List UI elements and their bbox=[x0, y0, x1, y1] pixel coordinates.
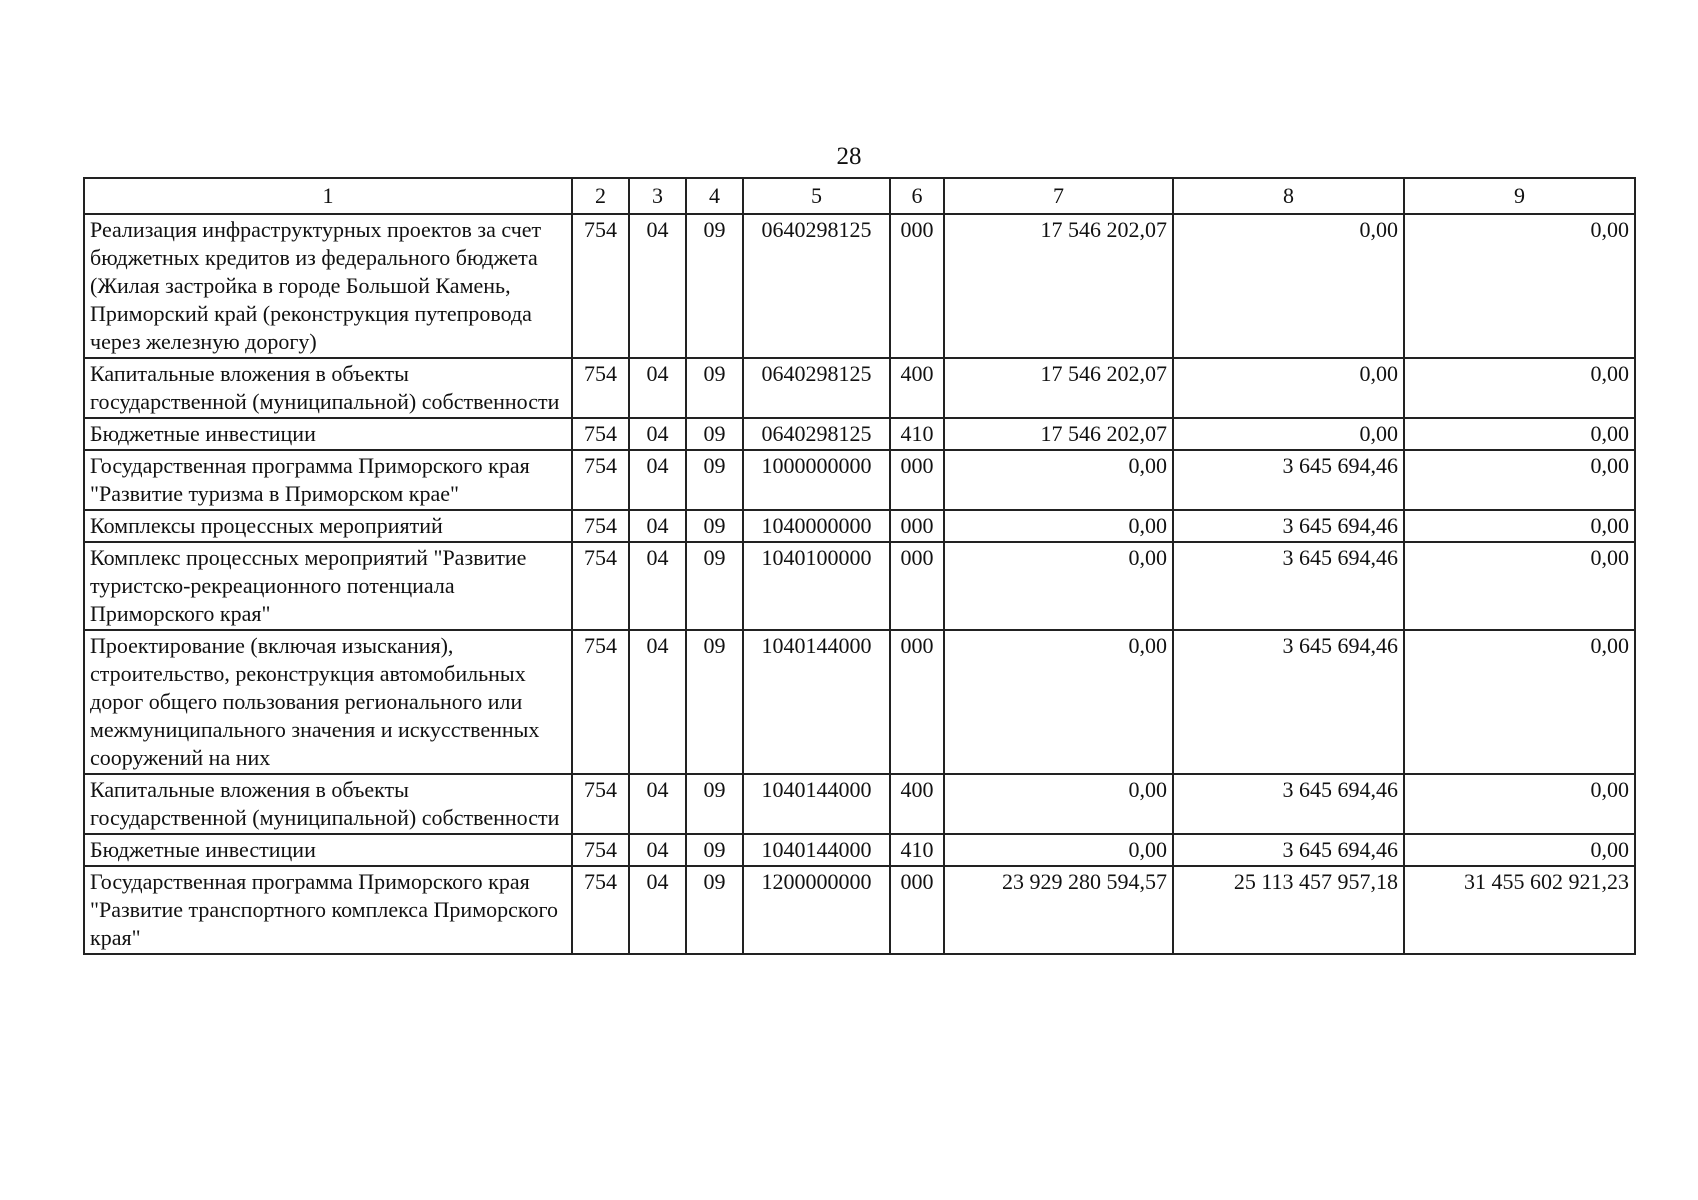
amount-col-9: 0,00 bbox=[1404, 450, 1635, 510]
column-header: 7 bbox=[944, 178, 1173, 214]
admin-code: 754 bbox=[572, 510, 629, 542]
section-code: 04 bbox=[629, 542, 686, 630]
row-name: Проектирование (включая изыскания), строительство, реконструкция автомобильных дорог общего пользования регионального или межмуниципального значения и искусственных сооружений на них bbox=[84, 630, 572, 774]
admin-code: 754 bbox=[572, 834, 629, 866]
amount-col-9: 31 455 602 921,23 bbox=[1404, 866, 1635, 954]
amount-col-9: 0,00 bbox=[1404, 542, 1635, 630]
subsection-code: 09 bbox=[686, 418, 743, 450]
target-article-code: 0640298125 bbox=[743, 418, 890, 450]
amount-col-9: 0,00 bbox=[1404, 214, 1635, 358]
amount-col-9: 0,00 bbox=[1404, 510, 1635, 542]
table-row bbox=[84, 866, 1635, 954]
column-header: 1 bbox=[84, 178, 572, 214]
column-header: 2 bbox=[572, 178, 629, 214]
amount-col-8: 25 113 457 957,18 bbox=[1173, 866, 1404, 954]
amount-col-9: 0,00 bbox=[1404, 630, 1635, 774]
table-row bbox=[84, 358, 1635, 418]
amount-col-8: 3 645 694,46 bbox=[1173, 774, 1404, 834]
amount-col-8: 3 645 694,46 bbox=[1173, 450, 1404, 510]
subsection-code: 09 bbox=[686, 214, 743, 358]
amount-col-7: 0,00 bbox=[944, 774, 1173, 834]
amount-col-7: 0,00 bbox=[944, 834, 1173, 866]
amount-col-9: 0,00 bbox=[1404, 418, 1635, 450]
subsection-code: 09 bbox=[686, 510, 743, 542]
subsection-code: 09 bbox=[686, 542, 743, 630]
expense-type-code: 400 bbox=[890, 358, 944, 418]
subsection-code: 09 bbox=[686, 630, 743, 774]
column-header: 4 bbox=[686, 178, 743, 214]
amount-col-7: 17 546 202,07 bbox=[944, 418, 1173, 450]
subsection-code: 09 bbox=[686, 866, 743, 954]
row-name: Бюджетные инвестиции bbox=[84, 418, 572, 450]
amount-col-8: 3 645 694,46 bbox=[1173, 630, 1404, 774]
expense-type-code: 000 bbox=[890, 510, 944, 542]
table-row bbox=[84, 214, 1635, 358]
expense-type-code: 000 bbox=[890, 866, 944, 954]
expense-type-code: 000 bbox=[890, 542, 944, 630]
page-number: 28 bbox=[836, 143, 862, 170]
target-article-code: 1000000000 bbox=[743, 450, 890, 510]
column-header: 3 bbox=[629, 178, 686, 214]
admin-code: 754 bbox=[572, 358, 629, 418]
subsection-code: 09 bbox=[686, 834, 743, 866]
row-name: Комплекс процессных мероприятий "Развитие туристско-рекреационного потенциала Приморского края" bbox=[84, 542, 572, 630]
target-article-code: 1040144000 bbox=[743, 834, 890, 866]
section-code: 04 bbox=[629, 510, 686, 542]
amount-col-7: 17 546 202,07 bbox=[944, 214, 1173, 358]
target-article-code: 1040100000 bbox=[743, 542, 890, 630]
table-row bbox=[84, 630, 1635, 774]
table-row bbox=[84, 418, 1635, 450]
budget-table bbox=[83, 177, 1636, 955]
target-article-code: 1200000000 bbox=[743, 866, 890, 954]
admin-code: 754 bbox=[572, 774, 629, 834]
amount-col-8: 0,00 bbox=[1173, 358, 1404, 418]
section-code: 04 bbox=[629, 630, 686, 774]
amount-col-9: 0,00 bbox=[1404, 774, 1635, 834]
amount-col-7: 17 546 202,07 bbox=[944, 358, 1173, 418]
target-article-code: 1040144000 bbox=[743, 630, 890, 774]
table-row bbox=[84, 542, 1635, 630]
expense-type-code: 000 bbox=[890, 450, 944, 510]
expense-type-code: 410 bbox=[890, 418, 944, 450]
subsection-code: 09 bbox=[686, 774, 743, 834]
section-code: 04 bbox=[629, 834, 686, 866]
expense-type-code: 410 bbox=[890, 834, 944, 866]
column-header: 9 bbox=[1404, 178, 1635, 214]
amount-col-7: 23 929 280 594,57 bbox=[944, 866, 1173, 954]
admin-code: 754 bbox=[572, 542, 629, 630]
row-name: Капитальные вложения в объекты государственной (муниципальной) собственности bbox=[84, 358, 572, 418]
row-name: Государственная программа Приморского края "Развитие туризма в Приморском крае" bbox=[84, 450, 572, 510]
column-header: 6 bbox=[890, 178, 944, 214]
admin-code: 754 bbox=[572, 450, 629, 510]
row-name: Реализация инфраструктурных проектов за счет бюджетных кредитов из федерального бюджета (Жилая застройка в городе Большой Камень, Приморский край (реконструкция путепровода через железную дорогу) bbox=[84, 214, 572, 358]
expense-type-code: 000 bbox=[890, 214, 944, 358]
amount-col-8: 3 645 694,46 bbox=[1173, 510, 1404, 542]
amount-col-8: 3 645 694,46 bbox=[1173, 834, 1404, 866]
amount-col-7: 0,00 bbox=[944, 630, 1173, 774]
row-name: Государственная программа Приморского края "Развитие транспортного комплекса Приморского края" bbox=[84, 866, 572, 954]
table-header-row bbox=[84, 178, 1635, 214]
row-name: Бюджетные инвестиции bbox=[84, 834, 572, 866]
subsection-code: 09 bbox=[686, 358, 743, 418]
target-article-code: 1040000000 bbox=[743, 510, 890, 542]
amount-col-8: 3 645 694,46 bbox=[1173, 542, 1404, 630]
admin-code: 754 bbox=[572, 866, 629, 954]
section-code: 04 bbox=[629, 774, 686, 834]
amount-col-9: 0,00 bbox=[1404, 358, 1635, 418]
amount-col-8: 0,00 bbox=[1173, 418, 1404, 450]
section-code: 04 bbox=[629, 418, 686, 450]
section-code: 04 bbox=[629, 358, 686, 418]
table-row bbox=[84, 510, 1635, 542]
subsection-code: 09 bbox=[686, 450, 743, 510]
amount-col-7: 0,00 bbox=[944, 450, 1173, 510]
expense-type-code: 400 bbox=[890, 774, 944, 834]
section-code: 04 bbox=[629, 450, 686, 510]
table-row bbox=[84, 774, 1635, 834]
amount-col-7: 0,00 bbox=[944, 542, 1173, 630]
admin-code: 754 bbox=[572, 630, 629, 774]
target-article-code: 0640298125 bbox=[743, 358, 890, 418]
admin-code: 754 bbox=[572, 418, 629, 450]
table-row bbox=[84, 450, 1635, 510]
target-article-code: 0640298125 bbox=[743, 214, 890, 358]
target-article-code: 1040144000 bbox=[743, 774, 890, 834]
column-header: 8 bbox=[1173, 178, 1404, 214]
amount-col-7: 0,00 bbox=[944, 510, 1173, 542]
amount-col-9: 0,00 bbox=[1404, 834, 1635, 866]
section-code: 04 bbox=[629, 214, 686, 358]
column-header: 5 bbox=[743, 178, 890, 214]
expense-type-code: 000 bbox=[890, 630, 944, 774]
row-name: Капитальные вложения в объекты государственной (муниципальной) собственности bbox=[84, 774, 572, 834]
row-name: Комплексы процессных мероприятий bbox=[84, 510, 572, 542]
table-row bbox=[84, 834, 1635, 866]
admin-code: 754 bbox=[572, 214, 629, 358]
section-code: 04 bbox=[629, 866, 686, 954]
amount-col-8: 0,00 bbox=[1173, 214, 1404, 358]
